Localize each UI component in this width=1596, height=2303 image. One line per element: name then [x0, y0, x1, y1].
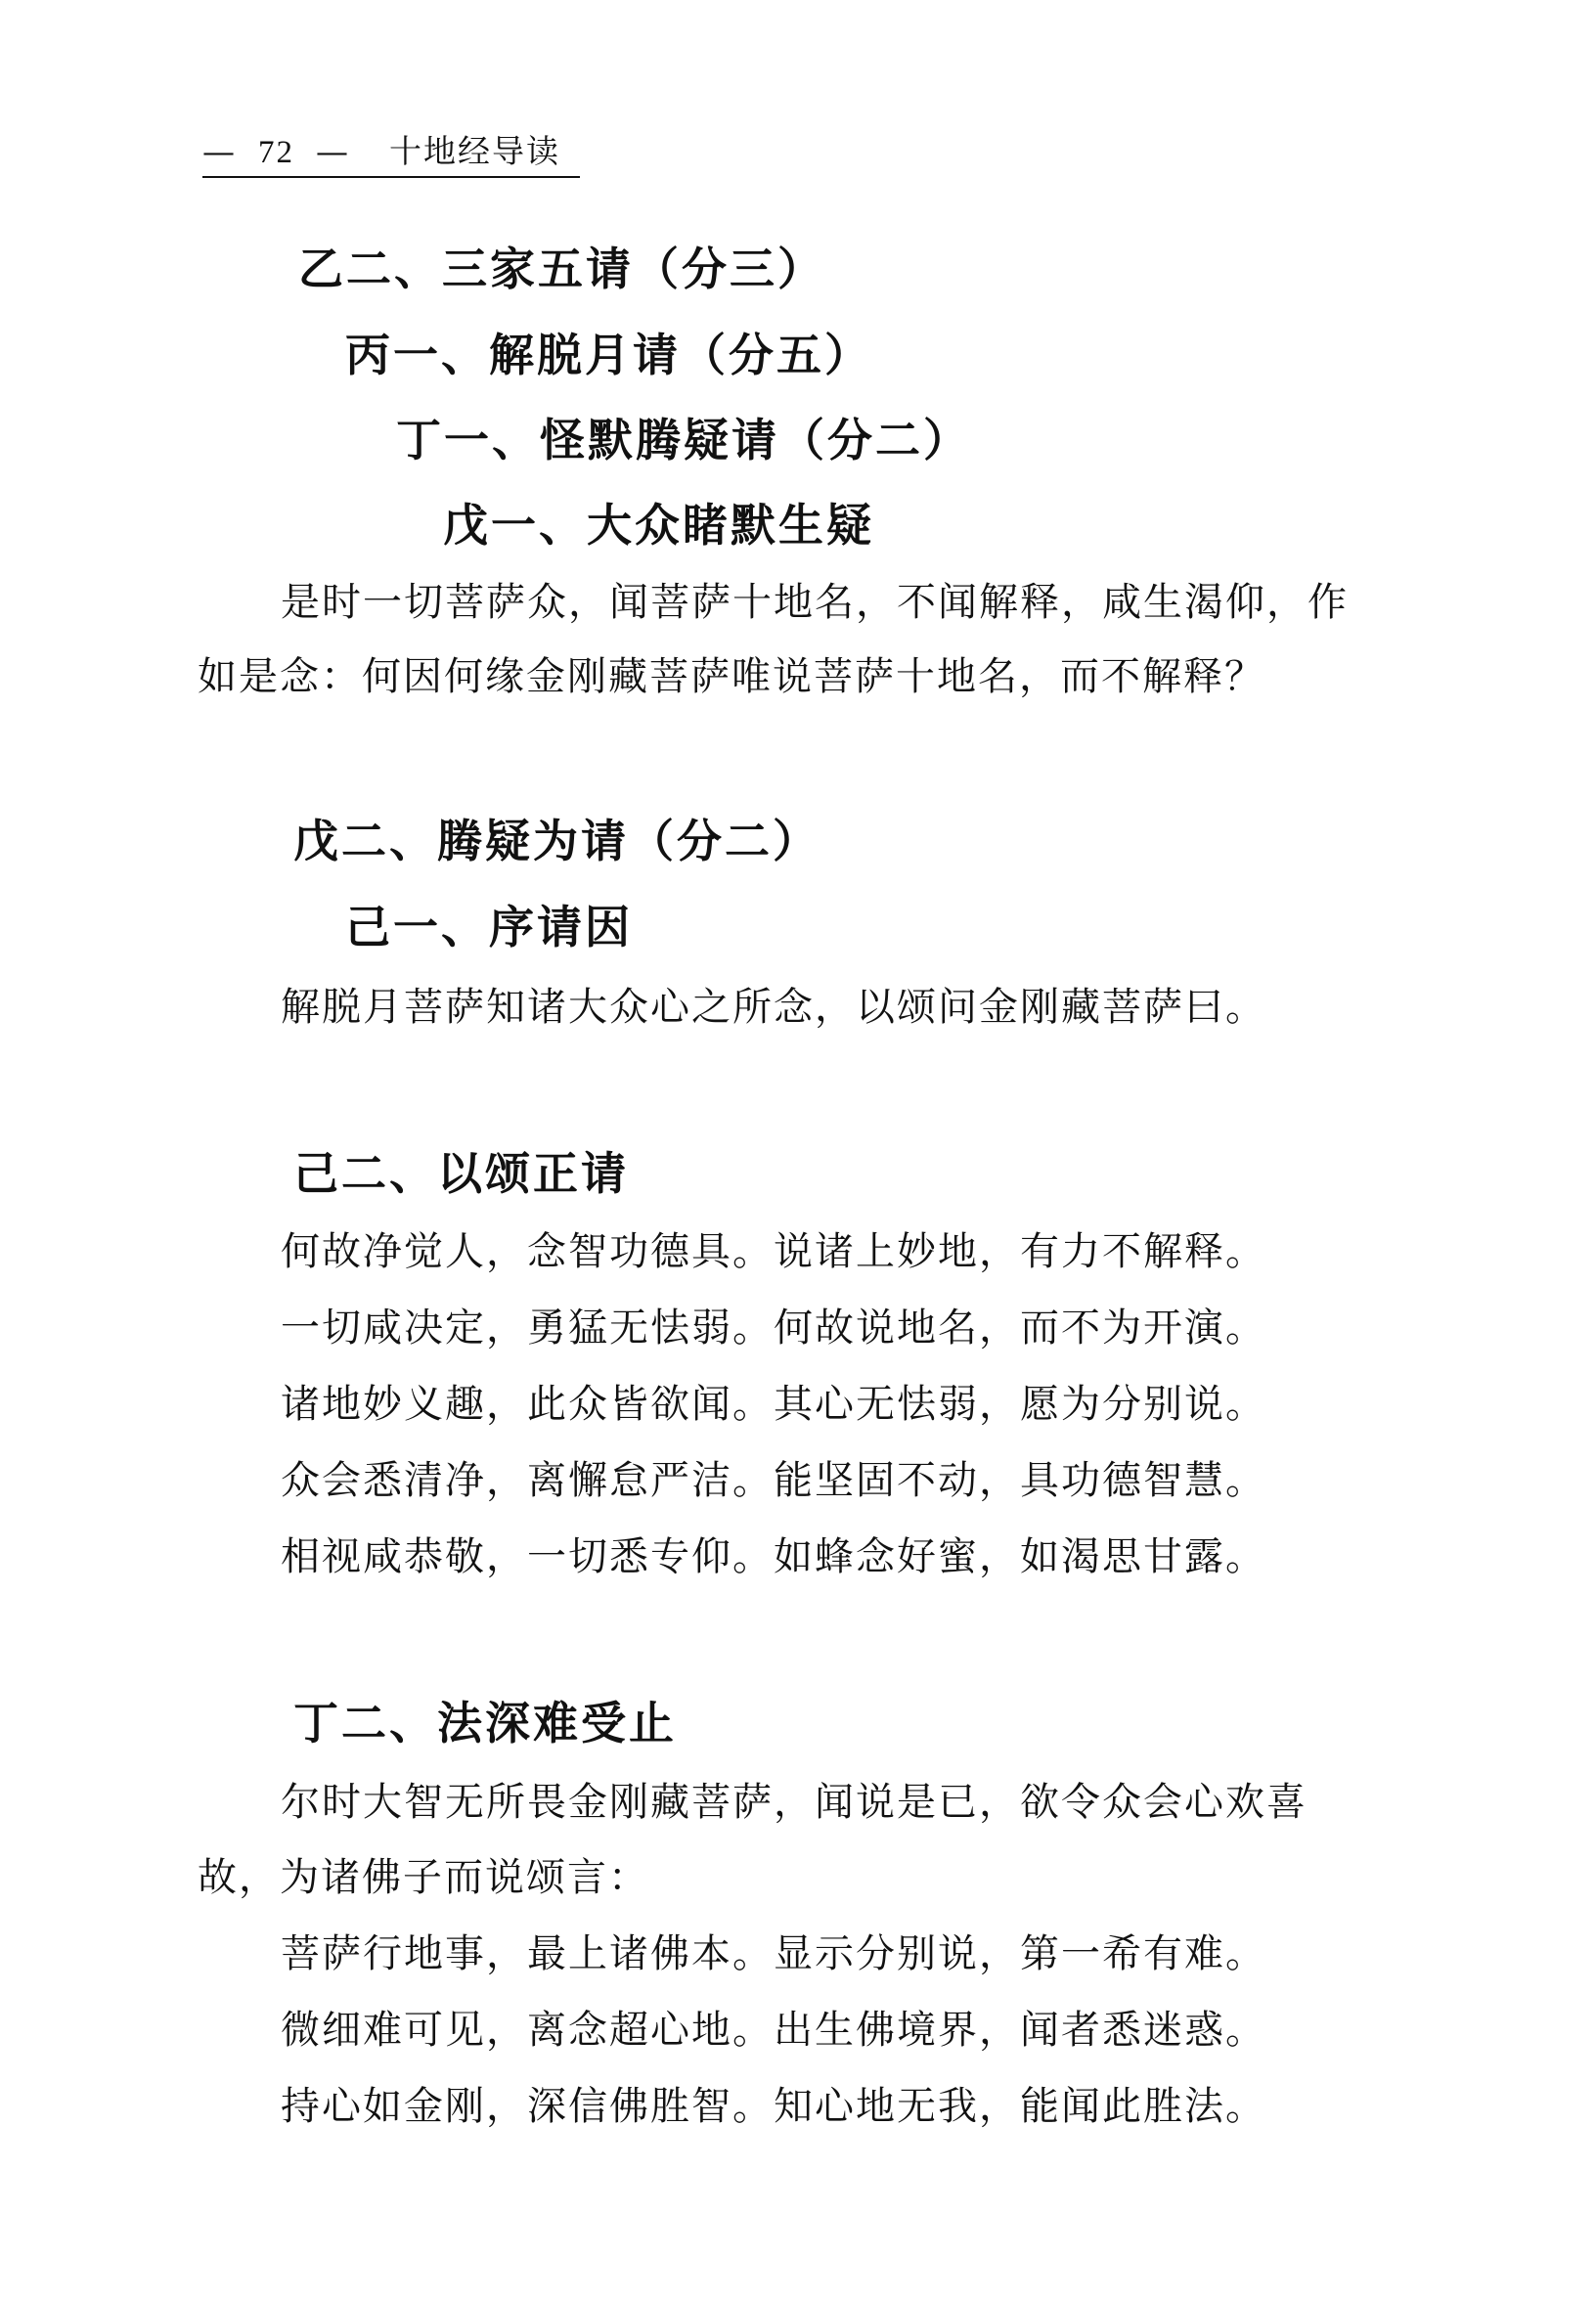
heading-bing-yi: 丙一、解脱月请（分五）	[345, 329, 872, 381]
verse-line: 微细难可见，离念超心地。出生佛境界，闻者悉迷惑。	[281, 2008, 1266, 2053]
paragraph-line: 解脱月菩萨知诸大众心之所念，以颂问金刚藏菩萨曰。	[281, 985, 1266, 1030]
verse-line: 菩萨行地事，最上诸佛本。显示分别说，第一希有难。	[281, 1931, 1266, 1976]
header-dash-left: —	[202, 132, 237, 170]
paragraph-line: 故，为诸佛子而说颂言：	[198, 1855, 649, 1900]
header-dash-right: —	[316, 132, 350, 170]
page-number: 72	[258, 135, 294, 170]
paragraph-line: 如是念：何因何缘金刚藏菩萨唯说菩萨十地名，而不解释？	[198, 654, 1265, 699]
page-header	[202, 127, 580, 178]
book-title: 十地经导读	[389, 132, 560, 170]
verse-line: 持心如金刚，深信佛胜智。知心地无我，能闻此胜法。	[281, 2084, 1266, 2129]
heading-wu-er: 戊二、腾疑为请（分二）	[293, 815, 820, 867]
verse-line: 诸地妙义趣，此众皆欲闻。其心无怯弱，愿为分别说。	[281, 1382, 1266, 1427]
heading-wu-yi: 戊一、大众睹默生疑	[443, 499, 874, 552]
heading-ji-er: 己二、以颂正请	[293, 1147, 629, 1200]
heading-ding-er: 丁二、法深难受止	[293, 1697, 677, 1749]
verse-line: 何故净觉人，念智功德具。说诸上妙地，有力不解释。	[281, 1229, 1266, 1274]
paragraph-line: 尔时大智无所畏金刚藏菩萨，闻说是已，欲令众会心欢喜	[281, 1780, 1308, 1825]
heading-yi-er: 乙二、三家五请（分三）	[298, 243, 825, 295]
verse-line: 众会悉清净，离懈怠严洁。能坚固不动，具功德智慧。	[281, 1458, 1266, 1503]
heading-ding-yi: 丁一、怪默腾疑请（分二）	[396, 414, 971, 466]
paragraph-line: 是时一切菩萨众，闻菩萨十地名，不闻解释，咸生渴仰，作	[281, 580, 1349, 625]
verse-line: 一切咸决定，勇猛无怯弱。何故说地名，而不为开演。	[281, 1306, 1266, 1351]
heading-ji-yi: 己一、序请因	[345, 901, 633, 953]
verse-line: 相视咸恭敬，一切悉专仰。如蜂念好蜜，如渴思甘露。	[281, 1534, 1266, 1579]
